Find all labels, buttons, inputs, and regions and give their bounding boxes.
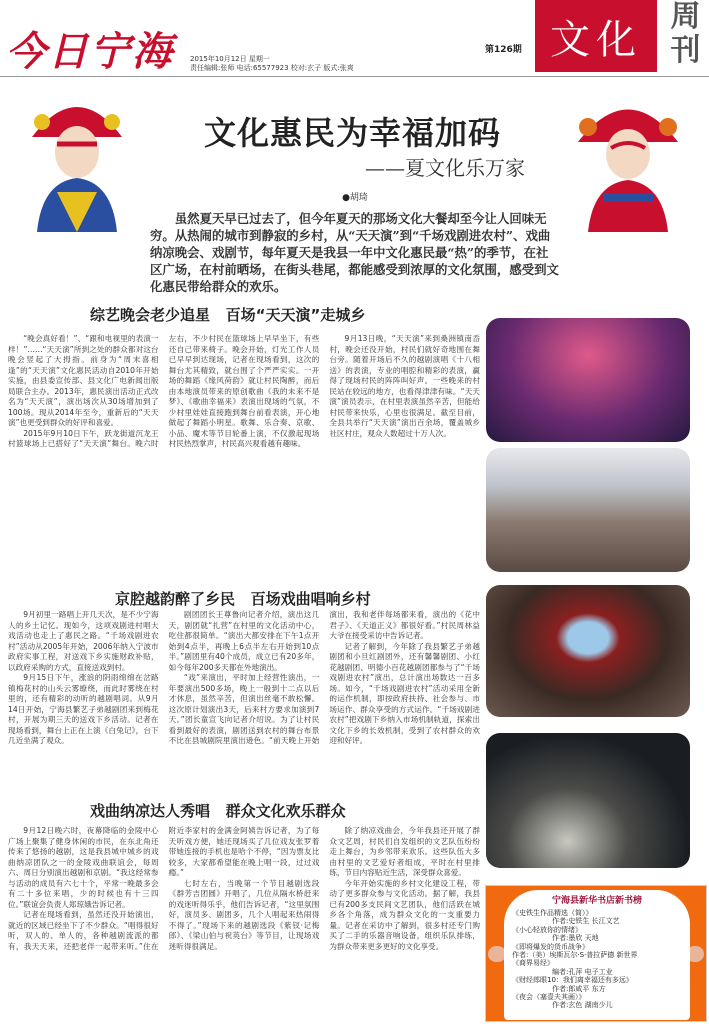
book-item xyxy=(512,976,682,993)
book-item xyxy=(512,909,682,926)
book-title: 《即将爆发的货币战争》 xyxy=(512,942,589,951)
paragraph: 9月13日晚，“天天演”来到桑洲镇南岙村，晚会还没开始，村民们就好奇地围在舞台旁。随着开场后不久的越剧演唱《十八相送》的表演，专业的唱腔和精彩的表演，赢得了现场村民的阵阵叫好声。一些晚来的村民站在较远的地方，也看得津津有味。“天天演”演员表示，在村里表演虽然辛苦，但能给村民带来快乐，心里也很满足。截至目前，全县共举行“天天演”演出百余场，覆盖城乡社区村庄，观众人数超过十万人次。 xyxy=(329,334,480,438)
header-rule xyxy=(0,76,709,77)
opera-figure-left-illustration xyxy=(12,82,142,232)
article-body-cool-evening xyxy=(8,826,480,1022)
bestseller-title: 宁海县新华书店新书榜 xyxy=(551,896,642,906)
book-credit: 作者:玄色 湖南少儿 xyxy=(552,1001,613,1010)
book-title: 《小心轻放你的情绪》 xyxy=(512,925,582,934)
audience-photo xyxy=(486,448,690,572)
page-subtitle: ——夏文化乐万家 xyxy=(365,156,525,180)
edition-info xyxy=(190,55,354,73)
paragraph: 剧团团长王尊鲁向记者介绍，演出这几天，剧团就“扎营”在村里的文化活动中心，吃住都很简单。“演出大都安排在下午1点开始到4点半，再晚上6点半左右开始到10点半。”剧团里有40个成员，成立已有20多年，如今每年200多天都在外地演出。 xyxy=(168,610,320,672)
section-heading-cool-evening: 戏曲纳凉达人秀唱 群众文化欢乐群众 xyxy=(90,802,346,820)
paragraph: 2015年9月10日下午，跃龙街道沉龙王村篮球场上已搭好了“天天演”舞台。晚六时左右，不少村民在篮球场上早早坐下，有些还自己带来椅子。晚会开始，灯光工作人员已早早到达现场，记者在现场看到，这次的舞台尤其精致，就台围了个严严实实。一开场的舞蹈《缘风荷韵》就让村民陶醉，而后由本地演员带来的原创歌曲《我的未来不是梦》、《歌曲幸福来》表演出现场的气氛，不少村里娃娃直接跑到舞台前看表演，开心地做起了舞蹈小明星。歌舞、乐合奏、京歌、小品、魔术等节目轮番上演，不仅激起现场村民热烈掌声，村民高兴观看越有趣味。 xyxy=(8,334,320,448)
paragraph: 今年开始实施的乡村文化建设工程，带动了更多群众参与文化活动。据了解，我县已有200多支民间文艺团队，他们活跃在城乡各个角落，成为群众文化的一支重要力量。记者在采访中了解到，很多村还专门购买了二手的乐器音响设备，组织乐队排练，为群众带来更多更好的文化享受。 xyxy=(329,878,480,951)
lede-paragraph: 虽然夏天早已过去了，但今年夏天的那场文化大餐却至今让人回味无穷。从热闹的城市到静寂的乡村，从“天天演”到“千场戏剧进农村”、戏曲纳凉晚会、戏剧节，每年夏天是我县一年中文化惠民最“热”的季节，在社区广场，在村前晒场，在街头巷尾，都能感受到浓厚的文化氛围，感受到文化惠民带给群众的欢乐。 xyxy=(150,211,559,294)
paragraph: “戏”来演出，平时加上经营性演出，一年要演出500多场，晚上一般到十二点以后才休息，虽然辛苦，但演出丝毫不敢松懈。这次原计划演出3天，后来村方要求加演到7天。”团长童宣飞向记者介绍说。为了让村民看到最好的表演，剧团送到农村的舞台布景不比在县城剧院里演出逊色。“前天晚上开始演出，我和老伴每场都来看，演出的《花中君子》、《天道正义》都很好看。”村民周林益大爷在接受采访中告诉记者。 xyxy=(168,610,480,745)
issue-number: 第126期 xyxy=(485,45,522,55)
paragraph: 记者在现场看到，虽然还没开始演出，就近的区域已经坐下了不少群众。“唱得很好听，双人的、单人的，各种越剧流派的都有，我天天来，还把老伴一起带来听。”住在附近李家村的金满金阿姨告诉记者，为了每天听戏方便，她还现场买了几位戏友张罗着带她连接的手机也是哈个不停，“因为票友比较多，大家都希望能在晚上唱一段，过过戏瘾。” xyxy=(8,826,320,951)
book-credit: 编者:孔萍 电子工业 xyxy=(552,967,613,976)
paragraph: 除了纳凉戏曲会，今年我县还开展了群众文艺周，村民们自发组织的文艺队伍纷纷走上舞台，为乡邻带来欢乐。这些队伍大多由村里的文艺爱好者组成，平时在村里排练，节目内容贴近生活，深受群众喜爱。 xyxy=(329,826,480,877)
bestseller-card xyxy=(504,890,690,1020)
paragraph: 9月15日下午，涨浪的阴雨绵绵在岔路镇梅花村的山头云雾缭绕，而此时雾绕在村里的，还有精彩的动听的越剧唱词。从9月14日开始，宁海县繁艺子弟越剧团来到梅花村，开展为期三天的送戏下乡活动。记者在现场看到，舞台上正在上演《白兔记》，台下几近坐满了观众。 xyxy=(8,673,159,745)
issue-date: 2015年10月12日 星期一 xyxy=(190,55,270,63)
paragraph: 记者了解到，今年除了我县繁艺子弟越剧团和小旦红剧团外，还有馨馨剧团、小红花越剧团、明德小百花越剧团都参与了“千场戏剧进农村”演出，总计演出场数达一百多场。如今，“千场戏剧进农村”活动采用全新的运作机制，即按政府扶持、社会参与、市场运作、群众享受的方式运作。“千场戏剧进农村”把戏剧下乡纳入市场机制轨道，探索出文化下乡的长效机制，受到了农村群众的欢迎和好评。 xyxy=(329,641,480,745)
book-item xyxy=(512,943,682,960)
section-heading-variety-show: 综艺晚会老少追星 百场“天天演”走城乡 xyxy=(90,306,366,324)
section-weekly: 周刊 xyxy=(670,0,701,68)
staff-credits: 责任编辑:张师 电话:65577923 校对:玄子 版式:张爽 xyxy=(190,64,354,72)
bestseller-box xyxy=(485,885,707,1022)
paragraph: 9月12日晚六时，夜幕降临的金陵中心广场上聚集了健身休闲的市民，在东北角还传来了悠扬的越剧，这是我县城中城乡的戏曲纳凉团队之一的金陵戏曲联谊会，每周六、周日分别演出越剧和京剧。“我这经常参与活动的成员有六七十个，平常一晚最多会有二十多位来唱，少的时候也有十三四位。”联谊会负责人郑琼娥告诉记者。 xyxy=(8,826,159,909)
book-item xyxy=(512,993,682,1010)
book-title: 《商界易经》 xyxy=(512,959,554,968)
newspaper-logo: 今日宁海 xyxy=(6,28,174,75)
book-title: 《夜会（塞壹夫其画）》 xyxy=(512,993,586,1002)
book-title: 《史铁生作品精选（简）》 xyxy=(512,909,593,917)
opera-stage-photo xyxy=(486,585,690,717)
article-body-opera xyxy=(8,610,480,795)
paragraph: 9月初里一路唱上开几天次，是不少宁海人的乡土记忆。现如今，这项戏剧进村唱大戏活动也走上了惠民之路。“千场戏剧进农村”活动从2005年开始，2006年纳入宁波市政府实事工程，对送戏下乡实施财政补贴，以政府采购的方式，直接送戏到村。 xyxy=(8,610,159,672)
author-byline: ●胡琦 xyxy=(342,193,368,203)
section-brand: 文化 xyxy=(535,0,657,72)
paragraph: “晚会真好看！”、“跟和电视里的表演一样！”……“天天演”所到之处的群众都对这台晚会竖起了大拇指。前身为“周末喜相逢”的“天天演”文化惠民活动自2010年开始实施，由县委宣传部、县文化广电新闻出版局联合主办。2013年，惠民演出活动正式改名为“天天演”，演出场次从30场增加到了100场。现从2014年至今，重新后的“天天演”也更受到群众的好评和喜爱。 xyxy=(8,334,159,427)
article-body-variety-show xyxy=(8,334,480,574)
book-title: 《财经郎眼10：我们离幸福还有多远》 xyxy=(512,976,633,985)
book-credit: 作者:墨欣 天地 xyxy=(552,934,599,943)
stage-photo xyxy=(486,318,690,442)
section-heading-opera: 京腔越韵醉了乡民 百场戏曲唱响乡村 xyxy=(115,590,371,608)
paragraph: 七时左右，当晚第一个节目越剧选段《群芳吉团圆》开唱了，几位从隔水桥赶来的戏迷听得乐乎，他们告诉记者，“这里氛围好，演员多、剧团多，几个人唱起来热闹得不得了。”现场下来的越剧选段《紫钗·记梅郎》、《梁山伯与祝英台》等节目，让现场戏迷听得很满足。 xyxy=(168,878,320,951)
book-credit: 作者:（美）埃斯瓦尔·S·普拉萨德 新世界 xyxy=(512,951,638,960)
book-item xyxy=(512,959,682,976)
book-credit: 作者:郎咸平 东方 xyxy=(552,984,606,993)
night-performance-photo xyxy=(486,733,690,868)
page-headline: 文化惠民为幸福加码 xyxy=(203,114,501,152)
book-item xyxy=(512,926,682,943)
opera-figure-right-illustration xyxy=(563,82,693,232)
book-credit: 作者:史铁生 长江文艺 xyxy=(552,917,620,926)
